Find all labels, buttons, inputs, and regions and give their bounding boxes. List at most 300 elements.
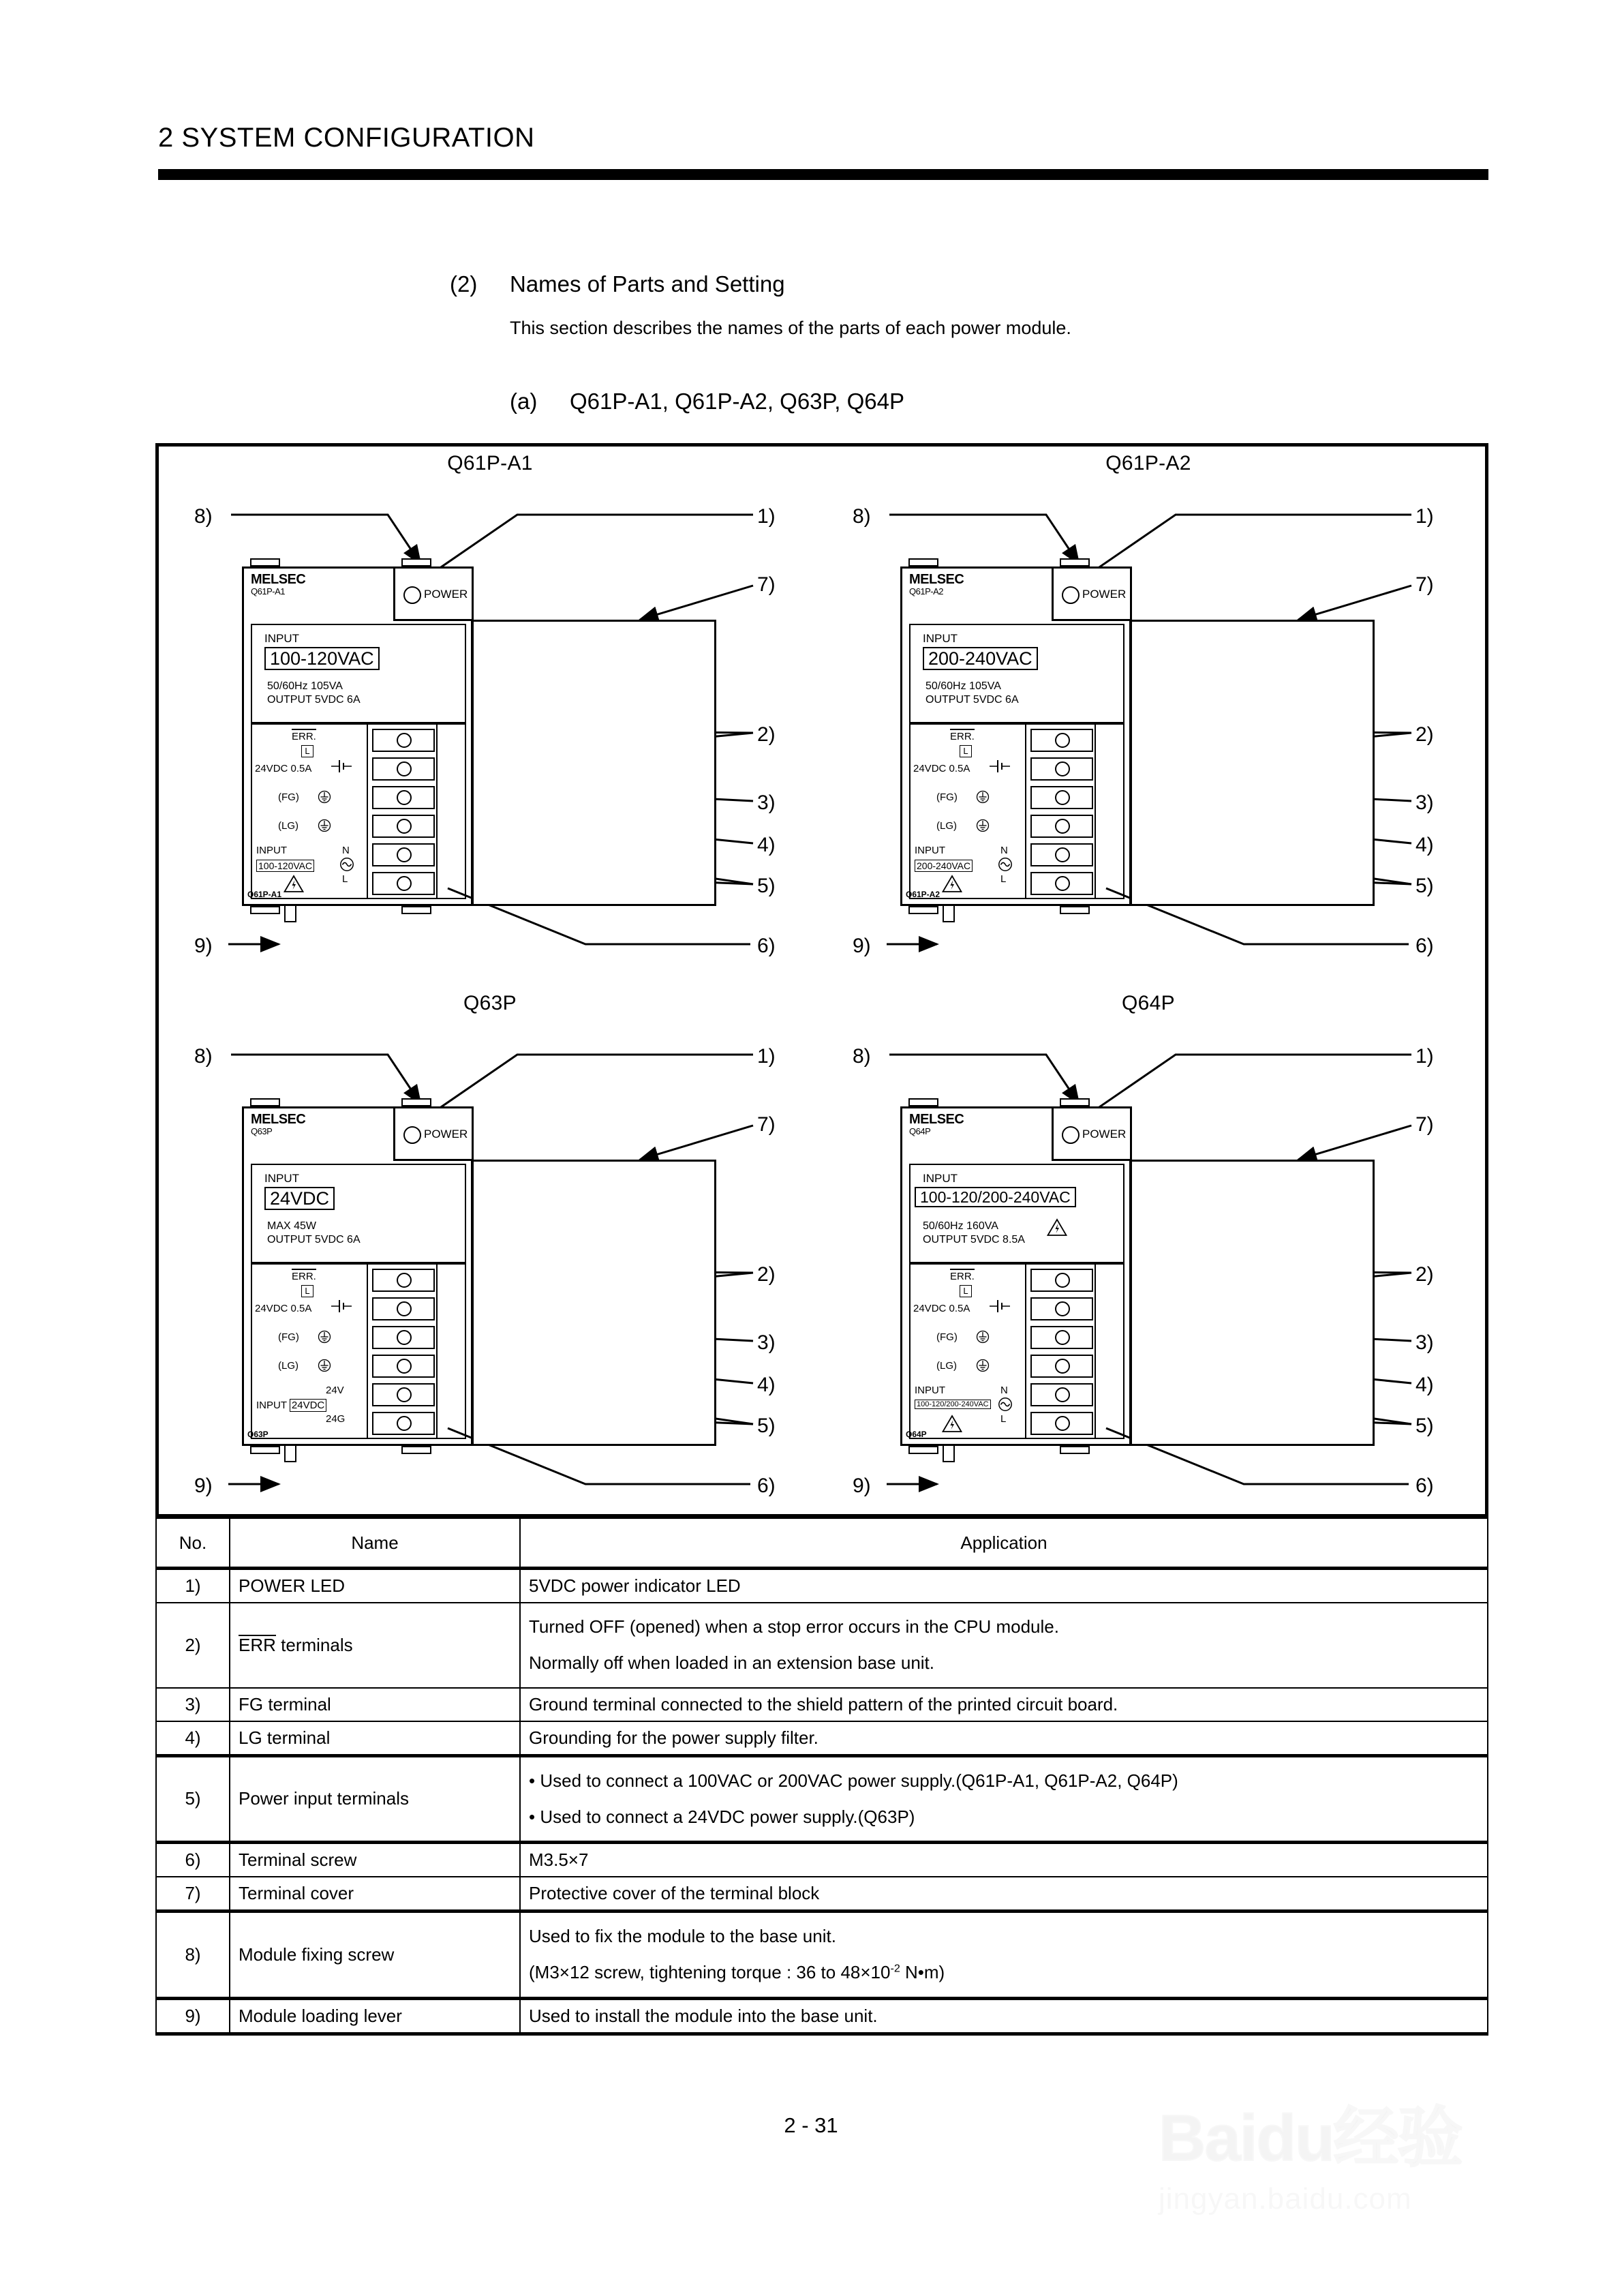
module-fixing-screw-tab (908, 558, 938, 567)
power-led-icon (403, 586, 421, 604)
figure-box (155, 443, 1488, 1517)
section-description: This section describes the names of the parts of each power module. (510, 318, 1071, 338)
fg-terminal-label: (FG) (936, 791, 958, 803)
module-front-face (242, 1160, 474, 1446)
terminal-screw-head-icon (1055, 847, 1070, 862)
lg-ground-icon (976, 1359, 990, 1372)
rating-spec-line2: OUTPUT 5VDC 6A (267, 1234, 361, 1245)
terminal-block-area (909, 1263, 1124, 1439)
power-led-panel (1052, 567, 1132, 621)
application-line: Normally off when loaded in an extension base unit. (529, 1652, 935, 1674)
module-loading-lever[interactable] (943, 905, 955, 922)
power-led-icon (403, 1126, 421, 1144)
callout-4: 4) (757, 834, 776, 856)
terminal-strip (367, 723, 438, 899)
row-part-name: Module fixing screw (230, 1912, 520, 1999)
row-number: 7) (156, 1877, 230, 1912)
callout-5: 5) (1416, 875, 1434, 897)
table-row (156, 1912, 1488, 1999)
high-voltage-warning-icon (942, 1415, 962, 1433)
rating-spec (925, 680, 1019, 707)
row-part-name (230, 1603, 520, 1688)
module-front-face (242, 620, 474, 906)
dc24v-ground-terminal-label: 24G (326, 1413, 346, 1425)
power-led-label: POWER (424, 588, 468, 601)
module-title: Q61P-A2 (1105, 452, 1191, 474)
high-voltage-warning-icon (942, 875, 962, 893)
lg-ground-icon (318, 819, 331, 832)
terminal-screw[interactable] (1030, 1326, 1093, 1349)
rating-voltage: 24VDC (264, 1187, 335, 1210)
model-code-bottom: Q64P (906, 1430, 927, 1439)
terminal-screw-head-icon (397, 847, 412, 862)
terminal-screw-head-icon (1055, 733, 1070, 748)
terminal-screw[interactable] (372, 1269, 435, 1292)
power-led-label: POWER (424, 1128, 468, 1141)
ac-source-icon (998, 1397, 1013, 1412)
callout-8: 8) (853, 505, 871, 528)
callout-3: 3) (1416, 791, 1434, 814)
callout-5: 5) (757, 1415, 776, 1437)
rating-voltage: 100-120VAC (264, 647, 380, 670)
module-fixing-screw-tab (250, 1446, 280, 1454)
brand-name: MELSEC (909, 1112, 964, 1127)
module-title: Q64P (1122, 992, 1175, 1014)
live-terminal-label: L (342, 873, 348, 885)
terminal-screw-head-icon (397, 1387, 412, 1402)
rating-spec (267, 1220, 361, 1247)
err-terminal-label: ERR. (950, 1269, 975, 1282)
terminal-screw[interactable] (1030, 1297, 1093, 1320)
row-application (520, 1998, 1488, 2034)
callout-4: 4) (1416, 834, 1434, 856)
table-row (156, 1603, 1488, 1688)
terminal-screw[interactable] (372, 757, 435, 781)
terminal-screw[interactable] (1030, 1383, 1093, 1406)
live-terminal-label: L (1000, 1413, 1007, 1425)
terminal-screw-head-icon (397, 819, 412, 834)
rating-input-label: INPUT (923, 1172, 958, 1185)
table-row (156, 1877, 1488, 1912)
terminal-screw[interactable] (372, 1326, 435, 1349)
dc24v-terminal-label: 24VDC 0.5A (255, 1303, 312, 1314)
terminal-screw[interactable] (372, 1383, 435, 1406)
exponent: -2 (890, 1962, 900, 1975)
callout-2: 2) (1416, 723, 1434, 746)
callout-1: 1) (757, 505, 776, 528)
dc24v-terminal-label: 24VDC 0.5A (255, 763, 312, 774)
brand-name: MELSEC (251, 1112, 306, 1127)
model-code-top: Q61P-A2 (909, 586, 943, 596)
power-led-label: POWER (1082, 588, 1127, 601)
high-voltage-warning-icon (1047, 1218, 1067, 1237)
row-part-name: Terminal screw (230, 1843, 520, 1877)
section-title: Names of Parts and Setting (510, 271, 785, 297)
rating-voltage: 200-240VAC (923, 647, 1038, 670)
terminal-block-area (251, 1263, 466, 1439)
brand-logo (909, 573, 964, 596)
terminal-screw[interactable] (372, 1412, 435, 1435)
application-line: Protective cover of the terminal block (529, 1883, 820, 1904)
page-number: 2 - 31 (784, 2113, 838, 2137)
err-terminal-label: ERR. (950, 729, 975, 742)
callout-9: 9) (853, 935, 871, 957)
module-diagram-q64p (821, 992, 1475, 1524)
row-application (520, 1877, 1488, 1912)
terminal-screw[interactable] (1030, 1355, 1093, 1378)
terminal-screw[interactable] (1030, 872, 1093, 895)
lg-terminal-label: (LG) (278, 1360, 299, 1372)
row-number: 4) (156, 1721, 230, 1756)
live-terminal-label: L (1000, 873, 1007, 885)
application-line: • Used to connect a 100VAC or 200VAC power supply.(Q61P-A1, Q61P-A2, Q64P) (529, 1770, 1178, 1791)
terminal-screw-head-icon (397, 1273, 412, 1288)
lg-ground-icon (976, 819, 990, 832)
module-diagram-q61p-a1 (163, 452, 817, 984)
input-terminal-label: INPUT (915, 1385, 945, 1396)
terminal-screw-head-icon (397, 1359, 412, 1374)
module-title: Q61P-A1 (447, 452, 533, 474)
err-relay-contact-icon: L (301, 745, 313, 757)
callout-6: 6) (757, 935, 776, 957)
application-line: 5VDC power indicator LED (529, 1575, 741, 1596)
power-led-panel (393, 567, 474, 621)
rating-spec (267, 680, 361, 707)
column-header-no: No. (156, 1518, 230, 1569)
terminal-screw[interactable] (1030, 729, 1093, 752)
callout-8: 8) (853, 1045, 871, 1068)
row-application (520, 1569, 1488, 1603)
callout-5: 5) (757, 875, 776, 897)
brand-logo (251, 1113, 305, 1136)
module-front-face (900, 620, 1132, 906)
power-led-panel (1052, 1106, 1132, 1161)
row-application (520, 1603, 1488, 1688)
input-terminal-label: INPUT (256, 845, 287, 856)
battery-polarity-icon (990, 759, 1010, 774)
model-code-bottom: Q63P (247, 1430, 269, 1439)
row-part-name: FG terminal (230, 1688, 520, 1721)
terminal-cover (1129, 1160, 1375, 1446)
terminal-screw[interactable] (372, 786, 435, 809)
callout-9: 9) (194, 935, 213, 957)
row-number: 8) (156, 1912, 230, 1999)
row-application (520, 1755, 1488, 1843)
brand-name: MELSEC (251, 572, 306, 587)
callout-3: 3) (757, 1331, 776, 1354)
subsection-title: Q61P-A1, Q61P-A2, Q63P, Q64P (570, 389, 905, 414)
row-number: 2) (156, 1603, 230, 1688)
terminal-screw[interactable] (372, 1297, 435, 1320)
callout-1: 1) (1416, 1045, 1434, 1068)
rating-spec-line1: 50/60Hz 105VA (267, 680, 343, 692)
rating-label-panel (251, 624, 466, 723)
terminal-strip (1025, 1263, 1096, 1439)
row-number: 5) (156, 1755, 230, 1843)
application-line: Turned OFF (opened) when a stop error occurs in the CPU module. (529, 1616, 1059, 1637)
terminal-block-area (251, 723, 466, 899)
module-fixing-screw-tab (1060, 1446, 1090, 1454)
application-line: Used to fix the module to the base unit. (529, 1926, 836, 1947)
input-terminal-label (256, 1400, 326, 1411)
fg-ground-icon (976, 1330, 990, 1344)
model-code-top: Q63P (251, 1126, 273, 1136)
rating-spec-line1: 50/60Hz 105VA (925, 680, 1001, 692)
row-part-name: Module loading lever (230, 1998, 520, 2034)
neutral-terminal-label: N (1000, 845, 1008, 856)
module-fixing-screw-tab (401, 906, 431, 914)
terminal-strip (367, 1263, 438, 1439)
module-fixing-screw-tab (250, 558, 280, 567)
rating-voltage: 100-120/200-240VAC (915, 1187, 1076, 1207)
rating-label-panel (251, 1164, 466, 1263)
module-fixing-screw-tab (908, 1098, 938, 1106)
module-fixing-screw-tab (908, 906, 938, 914)
module-loading-lever[interactable] (284, 905, 296, 922)
callout-7: 7) (1416, 1113, 1434, 1136)
callout-9: 9) (853, 1475, 871, 1497)
row-number: 6) (156, 1843, 230, 1877)
callout-1: 1) (757, 1045, 776, 1068)
rating-spec-line1: 50/60Hz 160VA (923, 1220, 998, 1232)
watermark-url-text: jingyan.baidu.com (1159, 2182, 1412, 2216)
power-led-label: POWER (1082, 1128, 1127, 1141)
row-application (520, 1912, 1488, 1999)
rating-label-panel (909, 624, 1124, 723)
terminal-screw-head-icon (1055, 1330, 1070, 1345)
brand-name: MELSEC (909, 572, 964, 587)
page-title: 2 SYSTEM CONFIGURATION (158, 123, 535, 153)
module-fixing-screw-tab (401, 1098, 431, 1106)
terminal-cover (1129, 620, 1375, 906)
fg-terminal-label: (FG) (278, 791, 299, 803)
module-fixing-screw-tab (401, 558, 431, 567)
subsection-number: (a) (510, 389, 538, 414)
terminal-screw[interactable] (1030, 843, 1093, 866)
high-voltage-warning-icon (284, 875, 304, 893)
terminal-screw-head-icon (397, 790, 412, 805)
module-diagram-q61p-a2 (821, 452, 1475, 984)
section-number: (2) (450, 271, 478, 297)
input-voltage-badge: 24VDC (290, 1399, 326, 1412)
row-application (520, 1843, 1488, 1877)
application-line: • Used to connect a 24VDC power supply.(Q63P) (529, 1806, 915, 1827)
dc24v-terminal-label: 24VDC 0.5A (913, 1303, 970, 1314)
model-code-bottom: Q61P-A2 (906, 890, 940, 899)
row-application (520, 1688, 1488, 1721)
rating-spec (923, 1220, 1025, 1247)
table-row (156, 1688, 1488, 1721)
callout-1: 1) (1416, 505, 1434, 528)
callout-8: 8) (194, 505, 213, 528)
lg-terminal-label: (LG) (278, 820, 299, 832)
rating-spec-line1: MAX 45W (267, 1220, 317, 1232)
battery-polarity-icon (990, 1299, 1010, 1314)
terminal-strip (1025, 723, 1096, 899)
rating-input-label: INPUT (264, 632, 299, 645)
module-diagram-q63p (163, 992, 817, 1524)
terminal-screw-head-icon (397, 876, 412, 891)
terminal-screw[interactable] (372, 872, 435, 895)
table-header-row (156, 1518, 1488, 1569)
neutral-terminal-label: N (1000, 1385, 1008, 1396)
table-row (156, 1569, 1488, 1603)
row-part-name-rest: terminals (275, 1634, 353, 1655)
callout-9: 9) (194, 1475, 213, 1497)
header-rule (158, 169, 1488, 180)
watermark (1159, 2086, 1567, 2243)
power-led-icon (1062, 1126, 1080, 1144)
terminal-screw[interactable] (372, 815, 435, 838)
module-fixing-screw-tab (401, 1446, 431, 1454)
overline-text: ERR (239, 1634, 276, 1655)
callout-5: 5) (1416, 1415, 1434, 1437)
model-code-top: Q61P-A1 (251, 586, 285, 596)
row-part-name: Power input terminals (230, 1755, 520, 1843)
application-line: (M3×12 screw, tightening torque : 36 to $48\times 10^{-2}$ N•m) (529, 1962, 945, 1983)
terminal-screw[interactable] (1030, 1412, 1093, 1435)
module-front-face (900, 1160, 1132, 1446)
terminal-screw-head-icon (1055, 876, 1070, 891)
err-terminal-label: ERR. (292, 729, 316, 742)
callout-3: 3) (757, 791, 776, 814)
terminal-block-area (909, 723, 1124, 899)
terminal-screw[interactable] (1030, 786, 1093, 809)
neutral-terminal-label: N (342, 845, 350, 856)
callout-8: 8) (194, 1045, 213, 1068)
row-number: 1) (156, 1569, 230, 1603)
table-row (156, 1755, 1488, 1843)
err-relay-contact-icon: L (301, 1285, 313, 1297)
module-loading-lever[interactable] (284, 1445, 296, 1462)
fg-ground-icon (976, 790, 990, 804)
table-row (156, 1721, 1488, 1756)
terminal-screw[interactable] (1030, 815, 1093, 838)
callout-7: 7) (757, 573, 776, 596)
terminal-screw-head-icon (1055, 761, 1070, 776)
application-line: Ground terminal connected to the shield pattern of the printed circuit board. (529, 1693, 1118, 1715)
terminal-screw-head-icon (1055, 1273, 1070, 1288)
watermark-logo-text: Baidu经验 (1159, 2102, 1462, 2175)
fg-terminal-label: (FG) (278, 1331, 299, 1343)
callout-2: 2) (1416, 1263, 1434, 1286)
lg-ground-icon (318, 1359, 331, 1372)
module-fixing-screw-tab (250, 906, 280, 914)
module-fixing-screw-tab (1060, 1098, 1090, 1106)
terminal-screw[interactable] (372, 729, 435, 752)
rating-spec-line2: OUTPUT 5VDC 6A (925, 694, 1019, 706)
brand-logo (251, 573, 305, 596)
callout-3: 3) (1416, 1331, 1434, 1354)
callout-7: 7) (757, 1113, 776, 1136)
terminal-screw-head-icon (1055, 1416, 1070, 1431)
battery-polarity-icon (331, 1299, 352, 1314)
callout-4: 4) (757, 1374, 776, 1396)
module-fixing-screw-tab (1060, 558, 1090, 567)
err-relay-contact-icon: L (960, 745, 972, 757)
dc24v-terminal-label: 24VDC 0.5A (913, 763, 970, 774)
row-part-name: POWER LED (230, 1569, 520, 1603)
terminal-screw[interactable] (372, 1355, 435, 1378)
row-number: 9) (156, 1998, 230, 2034)
terminal-screw[interactable] (1030, 757, 1093, 781)
rating-spec-line2: OUTPUT 5VDC 6A (267, 694, 361, 706)
callout-7: 7) (1416, 573, 1434, 596)
terminal-screw-head-icon (1055, 790, 1070, 805)
input-label-text: INPUT (256, 1400, 287, 1411)
terminal-screw-head-icon (397, 733, 412, 748)
ac-source-icon (339, 857, 354, 872)
dc24v-positive-terminal-label: 24V (326, 1385, 344, 1396)
callout-6: 6) (1416, 935, 1434, 957)
application-line: Used to install the module into the base unit. (529, 2005, 878, 2026)
callout-6: 6) (1416, 1475, 1434, 1497)
ac-source-icon (998, 857, 1013, 872)
terminal-screw[interactable] (372, 843, 435, 866)
terminal-screw-head-icon (397, 1301, 412, 1316)
terminal-screw-head-icon (1055, 1301, 1070, 1316)
battery-polarity-icon (331, 759, 352, 774)
row-part-name: Terminal cover (230, 1877, 520, 1912)
terminal-screw-head-icon (1055, 1359, 1070, 1374)
module-title: Q63P (463, 992, 517, 1014)
terminal-cover (471, 620, 716, 906)
terminal-screw-head-icon (397, 1330, 412, 1345)
terminal-screw-head-icon (397, 761, 412, 776)
rating-input-label: INPUT (923, 632, 958, 645)
err-terminal-label: ERR. (292, 1269, 316, 1282)
rating-input-label: INPUT (264, 1172, 299, 1185)
callout-6: 6) (757, 1475, 776, 1497)
err-relay-contact-icon: L (960, 1285, 972, 1297)
fg-terminal-label: (FG) (936, 1331, 958, 1343)
power-led-icon (1062, 586, 1080, 604)
column-header-name: Name (230, 1518, 520, 1569)
terminal-screw-head-icon (1055, 819, 1070, 834)
row-number: 3) (156, 1688, 230, 1721)
model-code-bottom: Q61P-A1 (247, 890, 282, 899)
input-voltage-badge: 100-120VAC (256, 860, 314, 872)
terminal-screw[interactable] (1030, 1269, 1093, 1292)
fg-ground-icon (318, 1330, 331, 1344)
rating-spec-line2: OUTPUT 5VDC 8.5A (923, 1234, 1025, 1245)
callout-4: 4) (1416, 1374, 1434, 1396)
input-voltage-badge: 200-240VAC (915, 860, 973, 872)
application-line: M3.5×7 (529, 1849, 589, 1871)
row-application (520, 1721, 1488, 1756)
power-led-panel (393, 1106, 474, 1161)
table-row (156, 1843, 1488, 1877)
module-fixing-screw-tab (908, 1446, 938, 1454)
rating-label-panel (909, 1164, 1124, 1263)
lg-terminal-label: (LG) (936, 1360, 957, 1372)
module-fixing-screw-tab (250, 1098, 280, 1106)
model-code-top: Q64P (909, 1126, 931, 1136)
application-line: Grounding for the power supply filter. (529, 1727, 818, 1748)
module-fixing-screw-tab (1060, 906, 1090, 914)
callout-2: 2) (757, 723, 776, 746)
callout-2: 2) (757, 1263, 776, 1286)
row-part-name: LG terminal (230, 1721, 520, 1756)
module-loading-lever[interactable] (943, 1445, 955, 1462)
lg-terminal-label: (LG) (936, 820, 957, 832)
brand-logo (909, 1113, 964, 1136)
fg-ground-icon (318, 790, 331, 804)
terminal-screw-head-icon (397, 1416, 412, 1431)
input-voltage-badge: 100-120/200-240VAC (915, 1400, 991, 1409)
terminal-cover (471, 1160, 716, 1446)
column-header-application: Application (520, 1518, 1488, 1569)
